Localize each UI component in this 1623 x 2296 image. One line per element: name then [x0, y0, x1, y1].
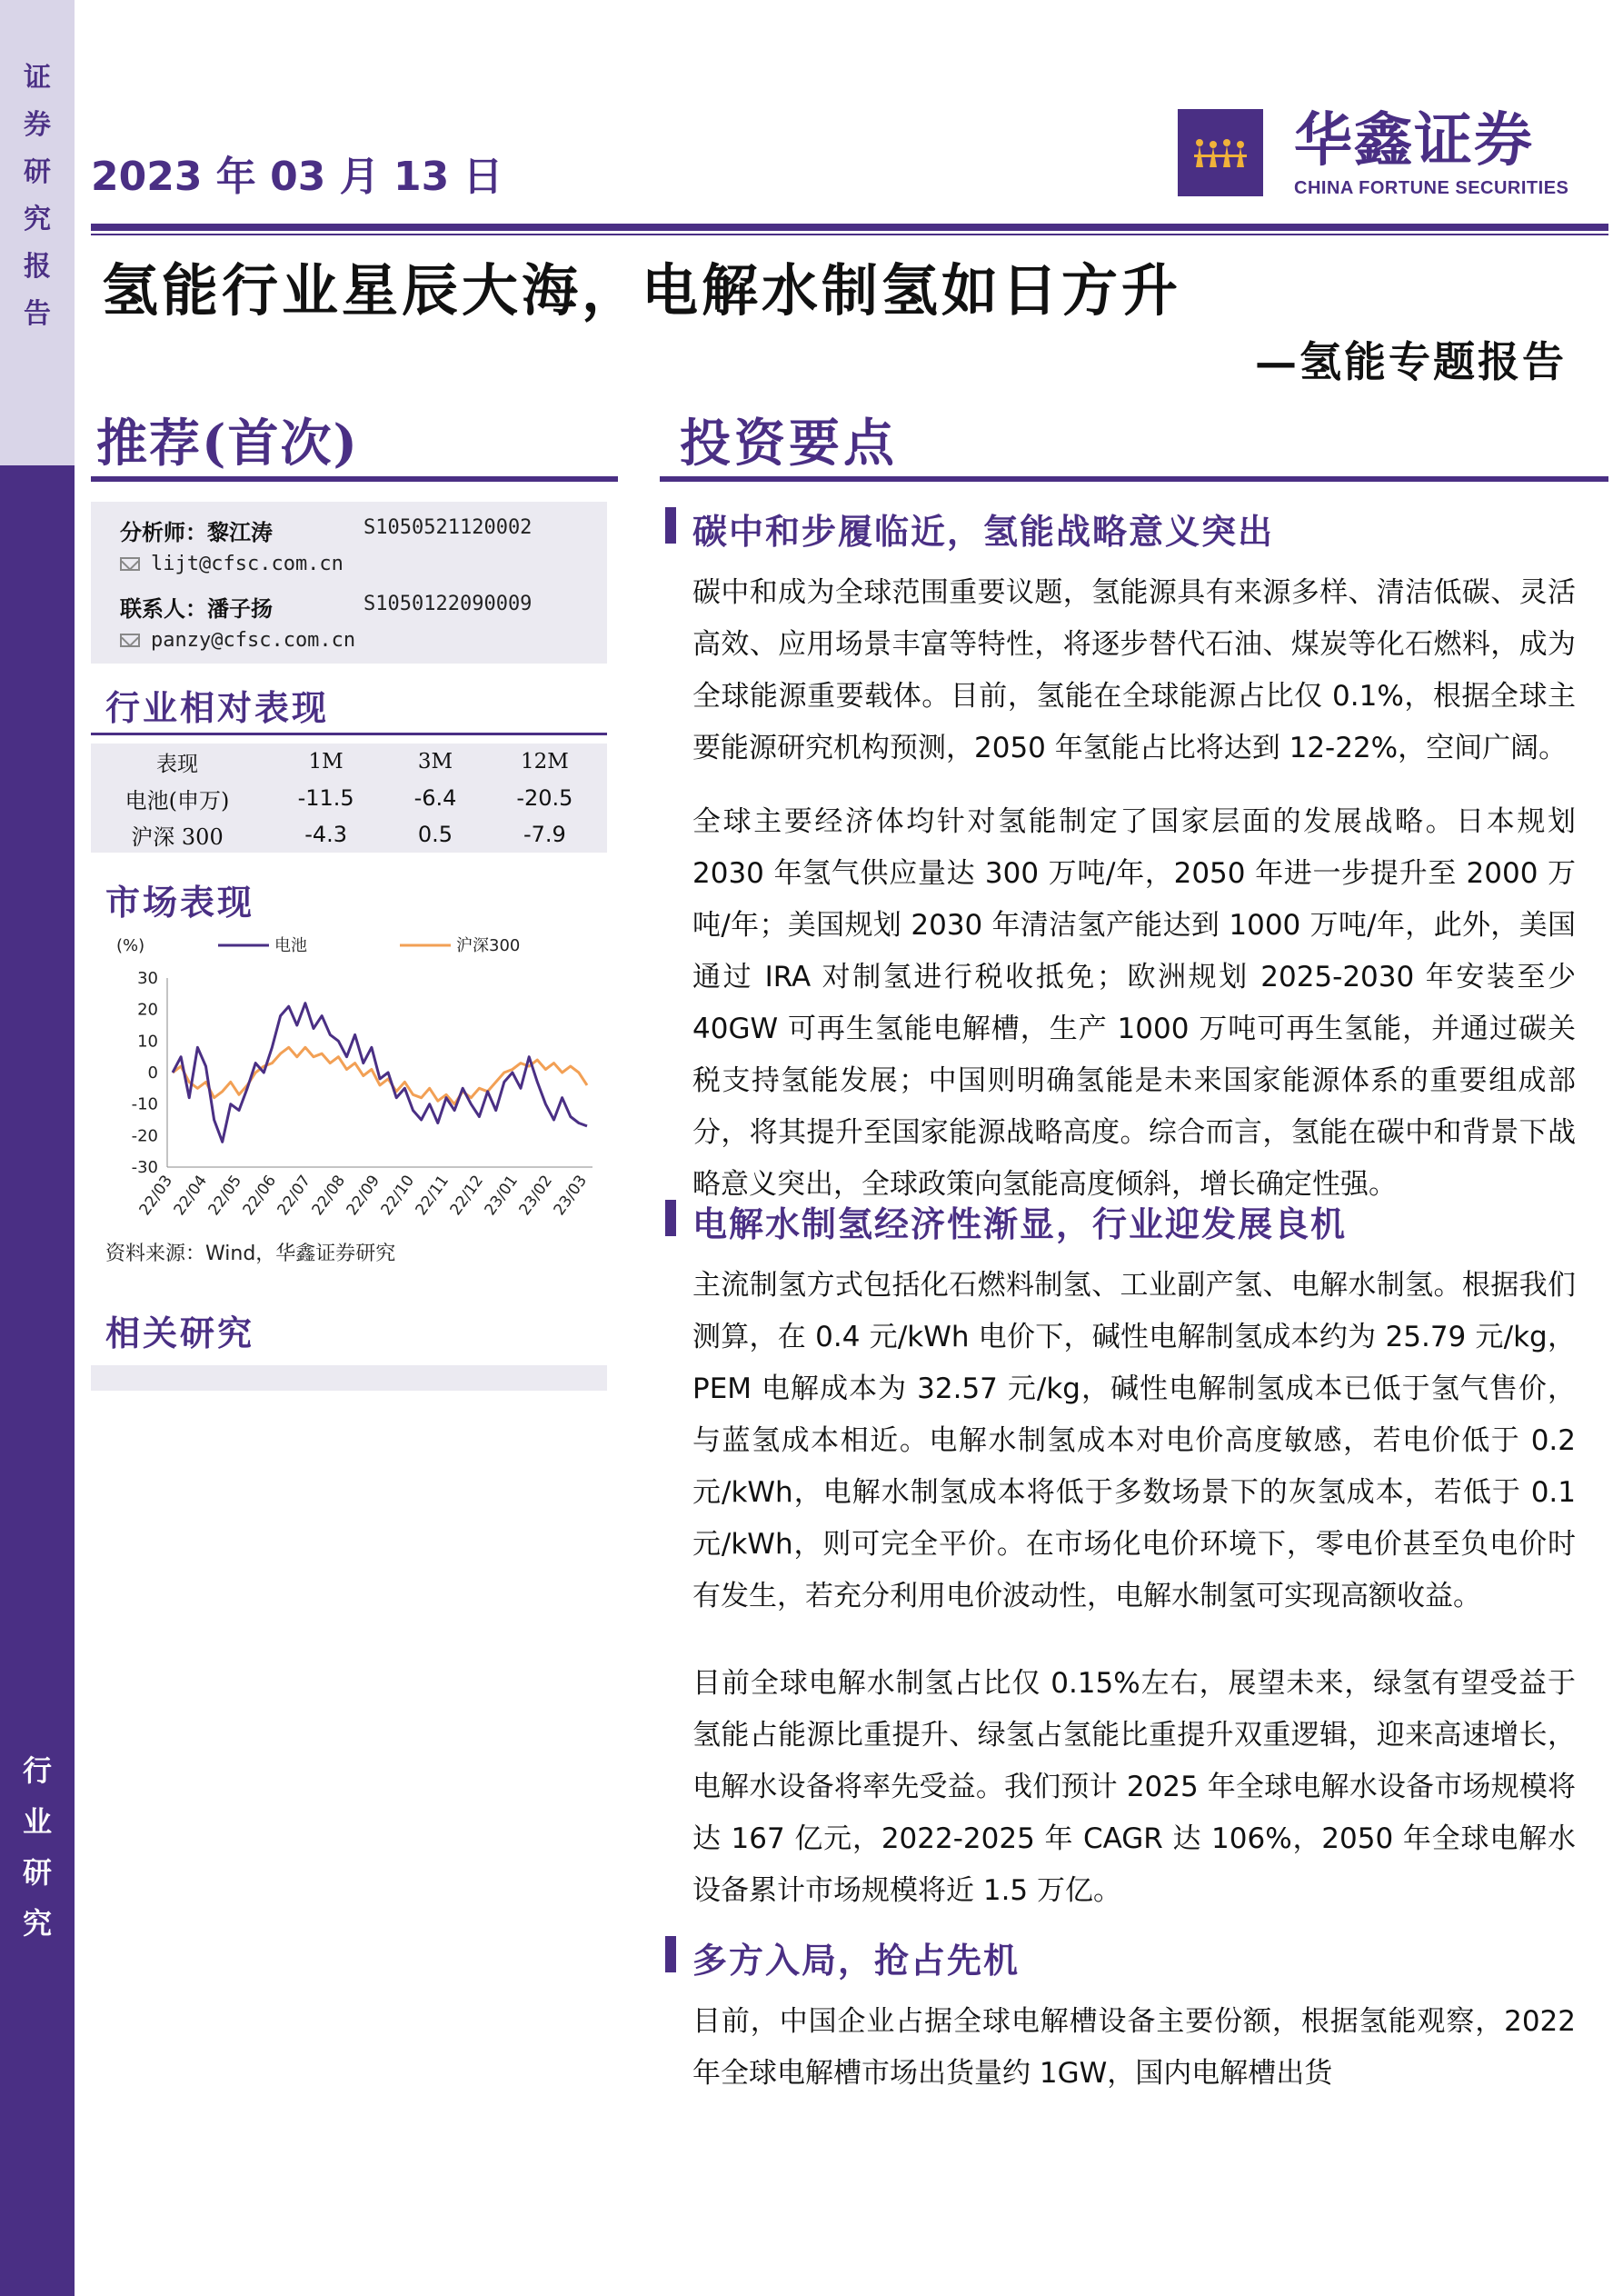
paragraph: 全球主要经济体均针对氢能制定了国家层面的发展战略。日本规划 2030 年氢气供应量达 300 万吨/年，2050 年进一步提升至 2000 万吨/年；美国规划 2030 年清洁氢产能达到 1000 万吨/年，此外，美国通过 IRA 对制氢进行税收抵免；欧洲规划 2025-2030 年安装至少 40GW 可再生氢能电解槽，生产 1000 万吨可再生氢能，并通过碳关税支持氢能发展；中国则明确氢能是未来国家能源体系的重要组成部分，将其提升至国家能源战略高度。综合而言，氢能在碳中和背景下战略意义突出，全球政策向氢能高度倾斜，增长确定性强。 [692, 805, 1576, 1201]
perf-divider [91, 733, 607, 735]
invest-heading: 投资要点 [680, 414, 898, 474]
logo-name-en: CHINA FORTUNE SECURITIES [1294, 178, 1569, 198]
company-logo-icon [1178, 109, 1263, 196]
y-tick-label: 20 [137, 1000, 158, 1020]
x-tick-label: 23/01 [481, 1172, 523, 1220]
report-date: 2023 年 03 月 13 日 [91, 154, 503, 200]
side-label-report: 证 券 研 究 报 告 [24, 62, 51, 330]
invest-divider [660, 476, 1608, 482]
report-subtitle: —氢能专题报告 [1255, 337, 1567, 386]
table-cell: -11.5 [297, 785, 354, 811]
x-tick-label: 22/12 [446, 1172, 488, 1220]
table-row [91, 780, 607, 816]
table-header-cell: 1M [308, 750, 344, 774]
paragraph: 碳中和成为全球范围重要议题，氢能源具有来源多样、清洁低碳、灵活高效、应用场景丰富等特性，将逐步替代石油、煤炭等化石燃料，成为全球能源重要载体。目前，氢能在全球能源占比仅 0.1%，根据全球主要能源研究机构预测，2050 年氢能占比将达到 12-22%，空间广阔。 [692, 576, 1576, 764]
header-divider [91, 224, 1608, 231]
paragraph: 目前，中国企业占据全球电解槽设备主要份额，根据氢能观察，2022 年全球电解槽市场出货量约 1GW，国内电解槽出货 [692, 2005, 1576, 2090]
paragraph: 主流制氢方式包括化石燃料制氢、工业副产氢、电解水制氢。根据我们测算，在 0.4 元/kWh 电价下，碱性电解制氢成本约为 25.79 元/kg，PEM 电解成本为 32.57 元/kg，碱性电解制氢成本已低于氢气售价，与蓝氢成本相近。电解水制氢成本对电价高度敏感，若电价低于 0.2 元/kWh，电解水制氢成本将低于多数场景下的灰氢成本，若低于 0.1 元/kWh，则可完全平价。在市场化电价环境下，零电价甚至负电价时有发生，若充分利用电价波动性，电解水制氢可实现高额收益。 [692, 1269, 1576, 1612]
contact-name: 联系人：潘子扬 [120, 595, 273, 622]
paragraph: 目前全球电解水制氢占比仅 0.15%左右，展望未来，绿氢有望受益于氢能占能源比重提升、绿氢占氢能比重提升双重逻辑，迎来高速增长，电解水设备将率先受益。我们预计 2025 年全球电解水设备市场规模将达 167 亿元，2022-2025 年 CAGR 达 106%，2050 年全球电解水设备累计市场规模将近 1.5 万亿。 [692, 1667, 1576, 1907]
report-title: 氢能行业星辰大海，电解水制氢如日方升 [102, 257, 1182, 324]
y-tick-label: 10 [137, 1032, 158, 1052]
rating: 推荐(首次) [96, 414, 359, 474]
related-title: 相关研究 [105, 1313, 255, 1353]
table-cell: -7.9 [523, 822, 566, 847]
y-tick-label: -30 [131, 1158, 158, 1177]
logo-name-cn: 华鑫证券 [1294, 107, 1534, 175]
table-header-row [91, 744, 607, 780]
side-strip-bottom [0, 465, 75, 2296]
side-label-industry: 行 业 研 究 [22, 1753, 52, 1941]
section-heading: 碳中和步履临近，氢能战略意义突出 [692, 504, 1274, 554]
analyst-info [91, 502, 607, 664]
contact-id: S1050122090009 [363, 593, 533, 615]
x-tick-label: 22/09 [343, 1172, 384, 1220]
x-tick-label: 22/11 [412, 1172, 453, 1220]
table-cell: 电池(申万) [124, 787, 230, 814]
x-tick-label: 23/02 [515, 1172, 557, 1220]
contact-email[interactable]: panzy@cfsc.com.cn [120, 629, 355, 652]
table-header-cell: 12M [520, 750, 569, 774]
table-row [91, 816, 607, 853]
y-tick-label: -20 [131, 1126, 158, 1146]
chart-source: 资料来源：Wind，华鑫证券研究 [105, 1243, 396, 1265]
x-tick-label: 22/07 [274, 1172, 315, 1220]
y-tick-label: 30 [137, 969, 158, 988]
series-line [173, 1003, 587, 1143]
y-tick-label: 0 [147, 1063, 158, 1083]
x-tick-label: 22/05 [204, 1172, 246, 1220]
table-header-cell: 表现 [156, 752, 198, 776]
section-heading: 电解水制氢经济性渐显，行业迎发展良机 [692, 1196, 1347, 1246]
table-cell: 沪深 300 [131, 824, 224, 850]
perf-table [91, 744, 607, 853]
table-cell: -20.5 [516, 785, 573, 811]
mail-icon [120, 557, 140, 571]
perf-title: 行业相对表现 [105, 687, 330, 728]
table-cell: -6.4 [413, 785, 457, 811]
x-tick-label: 22/10 [377, 1172, 419, 1220]
mail-icon [120, 634, 140, 647]
y-axis-label: (%) [116, 936, 145, 955]
rating-divider [91, 476, 618, 482]
analyst-name: 分析师：黎江涛 [120, 519, 273, 545]
x-tick-label: 22/04 [170, 1172, 212, 1220]
table-cell: 0.5 [417, 822, 453, 847]
side-strip-top [0, 0, 75, 465]
market-chart [91, 925, 607, 1262]
related-research-box [91, 1365, 607, 1391]
table-header-cell: 3M [417, 750, 453, 774]
table-cell: -4.3 [304, 822, 348, 847]
analyst-id: S1050521120002 [363, 516, 533, 539]
x-tick-label: 22/08 [308, 1172, 350, 1220]
x-tick-label: 22/03 [135, 1172, 177, 1220]
y-tick-label: -10 [131, 1094, 158, 1114]
x-tick-label: 23/03 [550, 1172, 592, 1220]
legend-label: 电池 [274, 936, 307, 955]
x-tick-label: 22/06 [239, 1172, 281, 1220]
analyst-email[interactable]: lijt@cfsc.com.cn [120, 553, 344, 575]
section-heading: 多方入局，抢占先机 [692, 1932, 1020, 1982]
header-divider-thin [91, 234, 1608, 235]
legend-label: 沪深300 [456, 936, 521, 955]
market-title: 市场表现 [105, 882, 255, 923]
